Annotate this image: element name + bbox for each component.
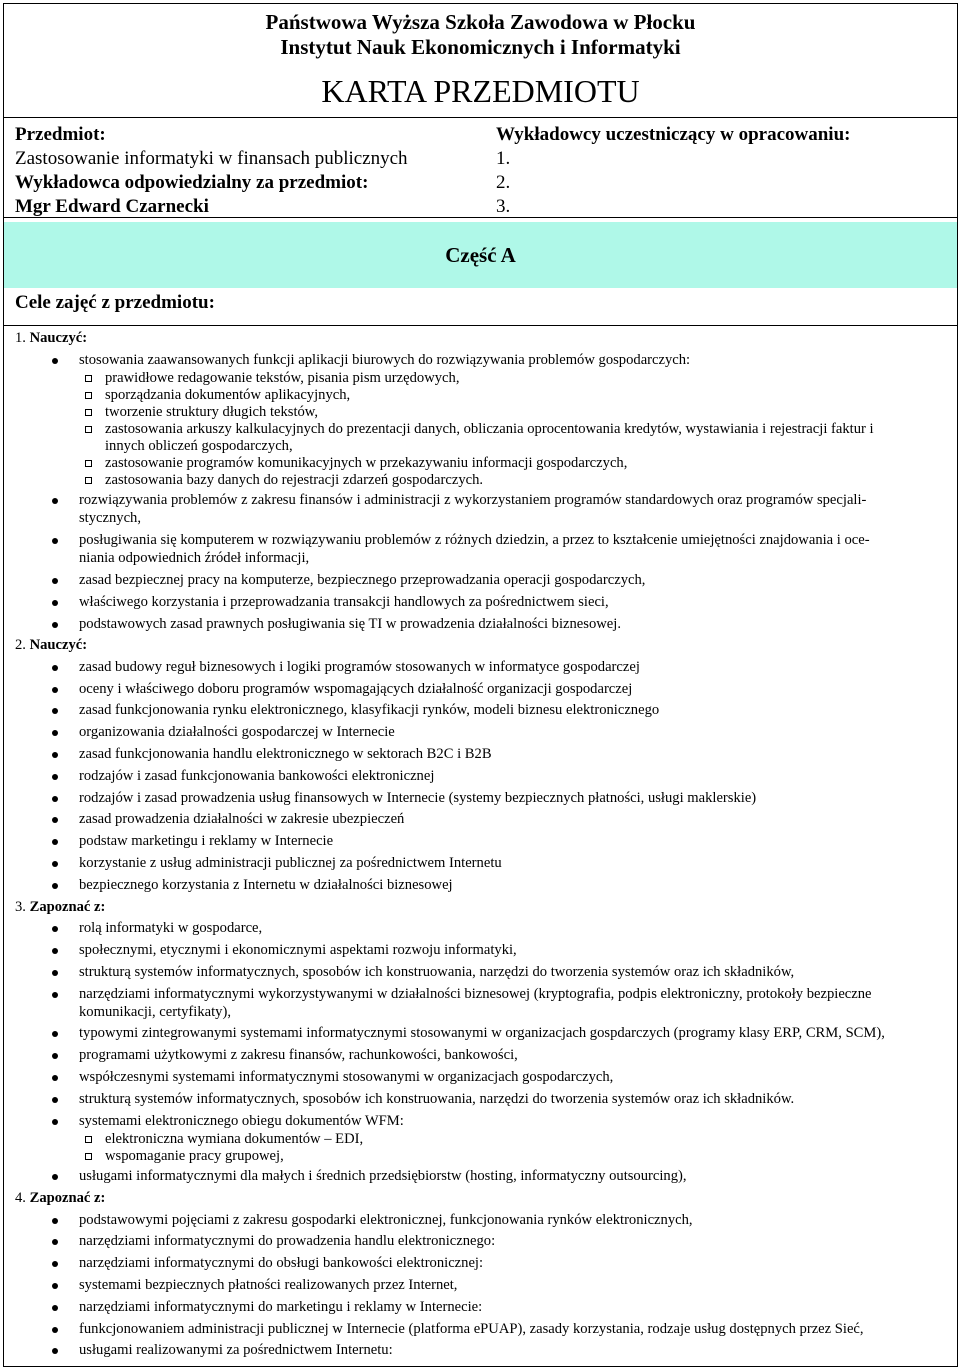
bullet-icon — [52, 1075, 58, 1081]
square-bullet-icon — [85, 1153, 92, 1160]
section-label: Nauczyć: — [29, 637, 88, 654]
bullet-icon — [52, 774, 58, 780]
bullet-icon — [52, 796, 58, 802]
section-heading — [15, 636, 87, 654]
section-number: 3. — [15, 898, 30, 915]
bullet-icon — [52, 1031, 58, 1037]
bullet-icon — [52, 1174, 58, 1180]
bullet-icon — [52, 1218, 58, 1224]
contributor-2: 2. — [496, 172, 511, 193]
bullet-icon — [52, 839, 58, 845]
square-bullet-icon — [85, 1136, 92, 1143]
goal-item-text: stosowania zaawansowanych funkcji aplikacji biurowych do rozwiązywania problemów gospodarczych: — [79, 351, 691, 368]
contributor-1: 1. — [496, 148, 511, 169]
section-number: 1. — [15, 330, 30, 346]
goal-subitem-text: sporządzania dokumentów aplikacyjnych, — [105, 386, 351, 403]
bullet-icon — [52, 1053, 58, 1059]
goal-item-text: współczesnymi systemami informatycznymi stosowanymi w organizacjach gospodarczych, — [79, 1068, 614, 1085]
bullet-icon — [52, 708, 58, 714]
course-info — [4, 118, 957, 218]
goal-item-text: bezpiecznego korzystania z Internetu w działalności biznesowej — [79, 876, 453, 893]
goal-item-text: podstawowymi pojęciami z zakresu gospodarki elektronicznej, funkcjonowania rynków elektronicznych, — [79, 1211, 693, 1228]
goal-item-text: stycznych, — [79, 510, 142, 527]
contributor-3: 3. — [496, 196, 511, 217]
goal-subitem-text: zastosowania arkuszy kalkulacyjnych do prezentacji danych, obliczania oprocentowania kredytów, wystawiania i rejestracji faktur i — [105, 420, 874, 437]
goal-item-text: systemami elektronicznego obiegu dokumentów WFM: — [79, 1112, 404, 1129]
goal-subitem-text: wspomaganie pracy grupowej, — [105, 1147, 284, 1164]
goal-item-text: programami użytkowymi z zakresu finansów, rachunkowości, bankowości, — [79, 1047, 518, 1064]
goal-item-text: narzędziami informatycznymi wykorzystywanymi w działalności biznesowej (kryptografia, podpis elektroniczny, protokoły bezpieczne — [79, 985, 872, 1002]
goal-subitem-text: zastosowanie programów komunikacyjnych w przekazywaniu informacji gospodarczych, — [105, 454, 628, 471]
goal-subitem-text: prawidłowe redagowanie tekstów, pisania pism urzędowych, — [105, 369, 460, 386]
goal-item-text: zasad funkcjonowania handlu elektronicznego w sektorach B2C i B2B — [79, 746, 492, 762]
part-a-title: Część A — [4, 222, 957, 288]
bullet-icon — [52, 817, 58, 823]
document-title: KARTA PRZEDMIOTU — [321, 73, 640, 109]
goal-item-text: narzędziami informatycznymi do obsługi bankowości elektronicznej: — [79, 1255, 484, 1272]
bullet-icon — [52, 687, 58, 693]
course-info-right — [496, 123, 850, 219]
part-a-section — [4, 218, 957, 326]
section-heading — [15, 898, 105, 916]
goal-item-text: komunikacji, certyfikaty), — [79, 1003, 231, 1020]
goal-item-text: narzędziami informatycznymi do prowadzenia handlu elektronicznego: — [79, 1233, 496, 1250]
goal-item-text: narzędziami informatycznymi do marketingu i reklamy w Internecie: — [79, 1298, 483, 1315]
bullet-icon — [52, 861, 58, 867]
goal-item-text: oceny i właściwego doboru programów wspomagających działalność organizacji gospodarczej — [79, 680, 633, 697]
bullet-icon — [52, 1097, 58, 1103]
section-label: Zapoznać z: — [29, 1190, 106, 1207]
square-bullet-icon — [85, 375, 92, 382]
institute-name: Instytut Nauk Ekonomicznych i Informatyki — [280, 35, 681, 59]
section-heading — [15, 329, 87, 347]
bullet-icon — [52, 752, 58, 758]
bullet-icon — [52, 1283, 58, 1289]
goal-item-text: usługami realizowanymi za pośrednictwem Internetu: — [79, 1342, 393, 1359]
goal-item-text: systemami bezpiecznych płatności realizowanych przez Internet, — [79, 1277, 458, 1293]
square-bullet-icon — [85, 426, 92, 433]
bullet-icon — [52, 883, 58, 889]
square-bullet-icon — [85, 460, 92, 467]
lecturer-label: Wykładowca odpowiedzialny za przedmiot: — [15, 172, 369, 193]
goal-subitem-text: tworzenie struktury długich tekstów, — [105, 403, 319, 420]
school-name: Państwowa Wyższa Szkoła Zawodowa w Płocku — [265, 10, 696, 34]
lecturer-value: Mgr Edward Czarnecki — [15, 196, 209, 217]
document-page — [3, 3, 958, 1367]
bullet-icon — [52, 665, 58, 671]
goal-item-text: podstawowych zasad prawnych posługiwania się TI w prowadzenia działalności biznesowej. — [79, 615, 621, 632]
bullet-icon — [52, 1348, 58, 1354]
bullet-icon — [52, 1305, 58, 1311]
goal-item-text: strukturą systemów informatycznych, sposobów ich konstruowania, narzędzi do tworzenia systemów oraz ich składników, — [79, 963, 795, 980]
bullet-icon — [52, 578, 58, 584]
goal-subitem-text: elektroniczna wymiana dokumentów – EDI, — [105, 1130, 364, 1147]
goal-item-text: korzystanie z usług administracji publicznej za pośrednictwem Internetu — [79, 855, 502, 871]
goal-item-text: posługiwania się komputerem w rozwiązywaniu problemów z różnych dziedzin, a przez to kształcenie umiejętności znajdowania i oce- — [79, 532, 870, 549]
goal-item-text: właściwego korzystania i przeprowadzania transakcji handlowych za pośrednictwem sieci, — [79, 593, 609, 610]
bullet-icon — [52, 730, 58, 736]
goal-subitem-text: innych obliczeń gospodarczych, — [105, 437, 293, 454]
goal-item-text: zasad funkcjonowania rynku elektronicznego, klasyfikacji rynków, modeli biznesu elektronicznego — [79, 702, 660, 719]
square-bullet-icon — [85, 477, 92, 484]
bullet-icon — [52, 970, 58, 976]
subject-value: Zastosowanie informatyki w finansach publicznych — [15, 148, 408, 169]
section-number: 2. — [15, 637, 30, 654]
bullet-icon — [52, 622, 58, 628]
bullet-icon — [52, 1261, 58, 1267]
bullet-icon — [52, 498, 58, 504]
bullet-icon — [52, 926, 58, 932]
section-heading — [15, 1189, 105, 1207]
goal-item-text: rolą informatyki w gospodarce, — [79, 920, 263, 937]
bullet-icon — [52, 992, 58, 998]
goal-subitem-text: zastosowania bazy danych do rejestracji zdarzeń gospodarczych. — [105, 471, 484, 488]
goal-item-text: rodzajów i zasad prowadzenia usług finansowych w Internecie (systemy bezpiecznych płatności, usługi maklerskie) — [79, 789, 757, 806]
goal-item-text: społecznymi, etycznymi i ekonomicznymi aspektami rozwoju informatyki, — [79, 941, 517, 958]
goal-item-text: usługami informatycznymi dla małych i średnich przedsiębiorstw (hosting, informatyczny outsourcing), — [79, 1168, 687, 1185]
section-label: Zapoznać z: — [29, 898, 106, 915]
document-header — [4, 4, 957, 118]
goal-item-text: funkcjonowaniem administracji publicznej w Internecie (platforma ePUAP), zasady korzystania, rodzaje usług dostępnych przez Sieć, — [79, 1320, 864, 1337]
square-bullet-icon — [85, 392, 92, 399]
bullet-icon — [52, 1239, 58, 1245]
bullet-icon — [52, 358, 58, 364]
bullet-icon — [52, 1119, 58, 1125]
contributors-label: Wykładowcy uczestniczący w opracowaniu: — [496, 124, 851, 145]
goal-item-text: rodzajów i zasad funkcjonowania bankowości elektronicznej — [79, 767, 435, 784]
goals-label: Cele zajęć z przedmiotu: — [15, 292, 215, 313]
goal-item-text: zasad bezpiecznej pracy na komputerze, bezpiecznego przeprowadzania operacji gospodarczych, — [79, 571, 646, 588]
bullet-icon — [52, 948, 58, 954]
goal-item-text: podstaw marketingu i reklamy w Internecie — [79, 833, 334, 850]
square-bullet-icon — [85, 409, 92, 416]
goal-item-text: typowymi zintegrowanymi systemami informatycznymi stosowanymi w organizacjach gospdarczych (programy klasy ERP, CRM, SCM), — [79, 1025, 885, 1042]
goal-item-text: rozwiązywania problemów z zakresu finansów i administracji z wykorzystaniem programów standardowych oraz programów specjali- — [79, 492, 867, 509]
goal-item-text: niania odpowiednich źródeł informacji, — [79, 550, 310, 567]
bullet-icon — [52, 600, 58, 606]
goal-item-text: zasad budowy reguł biznesowych i logiki programów stosowanych w informatyce gospodarczej — [79, 658, 640, 675]
course-info-left — [15, 123, 408, 219]
bullet-icon — [52, 1327, 58, 1333]
subject-label: Przedmiot: — [15, 124, 106, 145]
section-label: Nauczyć: — [29, 330, 88, 346]
section-number: 4. — [15, 1190, 30, 1207]
goal-item-text: zasad prowadzenia działalności w zakresie ubezpieczeń — [79, 811, 405, 828]
goal-item-text: organizowania działalności gospodarczej w Internecie — [79, 724, 395, 741]
bullet-icon — [52, 538, 58, 544]
goal-item-text: strukturą systemów informatycznych, sposobów ich konstruowania, narzędzi do tworzenia systemów oraz ich składników. — [79, 1090, 795, 1107]
